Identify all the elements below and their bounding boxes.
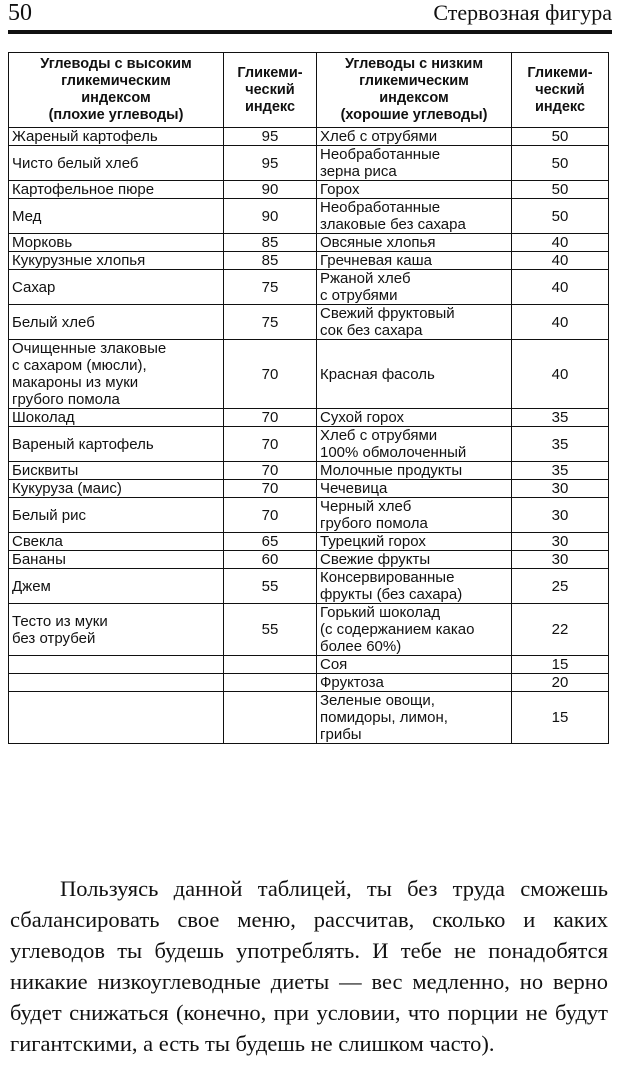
low-gi-value-cell: 35 [512, 409, 609, 427]
high-gi-food-cell: Сахар [9, 270, 224, 305]
table-row [9, 146, 609, 181]
high-gi-food-cell: Шоколад [9, 409, 224, 427]
table-row [9, 498, 609, 533]
high-gi-value-cell [224, 656, 317, 674]
high-gi-food-cell: Чисто белый хлеб [9, 146, 224, 181]
low-gi-value-cell: 30 [512, 498, 609, 533]
high-gi-value-cell: 75 [224, 305, 317, 340]
high-gi-value-cell [224, 674, 317, 692]
high-gi-food-cell [9, 674, 224, 692]
table-row [9, 181, 609, 199]
header-rule [8, 30, 612, 34]
low-gi-value-cell: 40 [512, 252, 609, 270]
high-gi-food-cell [9, 656, 224, 674]
low-gi-food-cell: Молочные продукты [317, 462, 512, 480]
high-gi-value-cell: 70 [224, 427, 317, 462]
running-title: Стервозная фигура [433, 0, 612, 25]
table-body [9, 128, 609, 744]
table-row [9, 569, 609, 604]
glycemic-index-table [8, 52, 609, 744]
table-row [9, 409, 609, 427]
low-gi-food-cell: Черный хлеб грубого помола [317, 498, 512, 533]
low-gi-value-cell: 35 [512, 427, 609, 462]
low-gi-food-cell: Турецкий горох [317, 533, 512, 551]
high-gi-food-cell: Морковь [9, 234, 224, 252]
header-gi-1: Гликеми- ческий индекс [224, 53, 317, 128]
low-gi-food-cell: Консервированные фрукты (без сахара) [317, 569, 512, 604]
table-row [9, 199, 609, 234]
low-gi-food-cell: Хлеб с отрубями 100% обмолоченный [317, 427, 512, 462]
low-gi-food-cell: Красная фасоль [317, 340, 512, 409]
low-gi-value-cell: 20 [512, 674, 609, 692]
table-row [9, 128, 609, 146]
high-gi-value-cell: 55 [224, 604, 317, 656]
high-gi-value-cell: 70 [224, 340, 317, 409]
table-row [9, 692, 609, 744]
low-gi-value-cell: 22 [512, 604, 609, 656]
low-gi-value-cell: 40 [512, 305, 609, 340]
header-low-gi-carbs: Углеводы с низким гликемическим индексом (хорошие углеводы) [317, 53, 512, 128]
high-gi-food-cell: Мед [9, 199, 224, 234]
low-gi-value-cell: 40 [512, 340, 609, 409]
table-row [9, 674, 609, 692]
high-gi-value-cell: 95 [224, 146, 317, 181]
high-gi-food-cell: Бананы [9, 551, 224, 569]
high-gi-value-cell: 70 [224, 480, 317, 498]
high-gi-food-cell: Кукуруза (маис) [9, 480, 224, 498]
high-gi-value-cell: 60 [224, 551, 317, 569]
body-text [10, 873, 608, 1059]
low-gi-food-cell: Чечевица [317, 480, 512, 498]
low-gi-value-cell: 35 [512, 462, 609, 480]
low-gi-food-cell: Необработанные злаковые без сахара [317, 199, 512, 234]
low-gi-value-cell: 15 [512, 656, 609, 674]
high-gi-food-cell: Белый хлеб [9, 305, 224, 340]
low-gi-food-cell: Соя [317, 656, 512, 674]
high-gi-value-cell: 75 [224, 270, 317, 305]
high-gi-value-cell: 85 [224, 252, 317, 270]
low-gi-food-cell: Хлеб с отрубями [317, 128, 512, 146]
low-gi-food-cell: Гречневая каша [317, 252, 512, 270]
low-gi-value-cell: 50 [512, 181, 609, 199]
table-row [9, 270, 609, 305]
high-gi-food-cell: Картофельное пюре [9, 181, 224, 199]
low-gi-value-cell: 40 [512, 234, 609, 252]
high-gi-value-cell: 90 [224, 199, 317, 234]
high-gi-value-cell: 65 [224, 533, 317, 551]
low-gi-value-cell: 30 [512, 533, 609, 551]
body-paragraph: Пользуясь данной таблицей, ты без труда сможешь сбалансировать свое меню, рассчитав, сколько и каких углеводов ты будешь употреблять. И тебе не понадобятся никакие низкоуглеводные диеты — вес медленно, но верно будет снижаться (конечно, при условии, что порции не будут гигантскими, а есть ты будешь не слишком часто). [10, 876, 608, 1056]
table-row [9, 551, 609, 569]
low-gi-value-cell: 50 [512, 128, 609, 146]
table-header-row [9, 53, 609, 128]
low-gi-food-cell: Фруктоза [317, 674, 512, 692]
table-row [9, 462, 609, 480]
table-row [9, 533, 609, 551]
table-row [9, 234, 609, 252]
table-row [9, 252, 609, 270]
table-row [9, 480, 609, 498]
high-gi-food-cell: Вареный картофель [9, 427, 224, 462]
table-row [9, 604, 609, 656]
page-header [8, 0, 612, 34]
low-gi-value-cell: 30 [512, 480, 609, 498]
table-row [9, 305, 609, 340]
high-gi-value-cell: 95 [224, 128, 317, 146]
low-gi-value-cell: 50 [512, 199, 609, 234]
low-gi-food-cell: Свежий фруктовый сок без сахара [317, 305, 512, 340]
low-gi-food-cell: Горох [317, 181, 512, 199]
high-gi-food-cell: Белый рис [9, 498, 224, 533]
high-gi-value-cell [224, 692, 317, 744]
high-gi-food-cell [9, 692, 224, 744]
table-row [9, 656, 609, 674]
high-gi-food-cell: Бисквиты [9, 462, 224, 480]
low-gi-value-cell: 30 [512, 551, 609, 569]
low-gi-value-cell: 40 [512, 270, 609, 305]
high-gi-value-cell: 90 [224, 181, 317, 199]
page-number: 50 [8, 0, 32, 26]
high-gi-value-cell: 70 [224, 462, 317, 480]
low-gi-food-cell: Сухой горох [317, 409, 512, 427]
high-gi-food-cell: Жареный картофель [9, 128, 224, 146]
high-gi-food-cell: Свекла [9, 533, 224, 551]
low-gi-food-cell: Овсяные хлопья [317, 234, 512, 252]
high-gi-value-cell: 70 [224, 498, 317, 533]
low-gi-value-cell: 25 [512, 569, 609, 604]
table-row [9, 427, 609, 462]
low-gi-value-cell: 50 [512, 146, 609, 181]
high-gi-food-cell: Джем [9, 569, 224, 604]
table-row [9, 340, 609, 409]
high-gi-food-cell: Очищенные злаковые с сахаром (мюсли), макароны из муки грубого помола [9, 340, 224, 409]
header-gi-2: Гликеми- ческий индекс [512, 53, 609, 128]
low-gi-food-cell: Горький шоколад (с содержанием какао более 60%) [317, 604, 512, 656]
high-gi-value-cell: 85 [224, 234, 317, 252]
high-gi-food-cell: Тесто из муки без отрубей [9, 604, 224, 656]
low-gi-value-cell: 15 [512, 692, 609, 744]
low-gi-food-cell: Зеленые овощи, помидоры, лимон, грибы [317, 692, 512, 744]
high-gi-value-cell: 70 [224, 409, 317, 427]
header-high-gi-carbs: Углеводы с высоким гликемическим индексом (плохие углеводы) [9, 53, 224, 128]
high-gi-food-cell: Кукурузные хлопья [9, 252, 224, 270]
low-gi-food-cell: Ржаной хлеб с отрубями [317, 270, 512, 305]
low-gi-food-cell: Необработанные зерна риса [317, 146, 512, 181]
high-gi-value-cell: 55 [224, 569, 317, 604]
low-gi-food-cell: Свежие фрукты [317, 551, 512, 569]
